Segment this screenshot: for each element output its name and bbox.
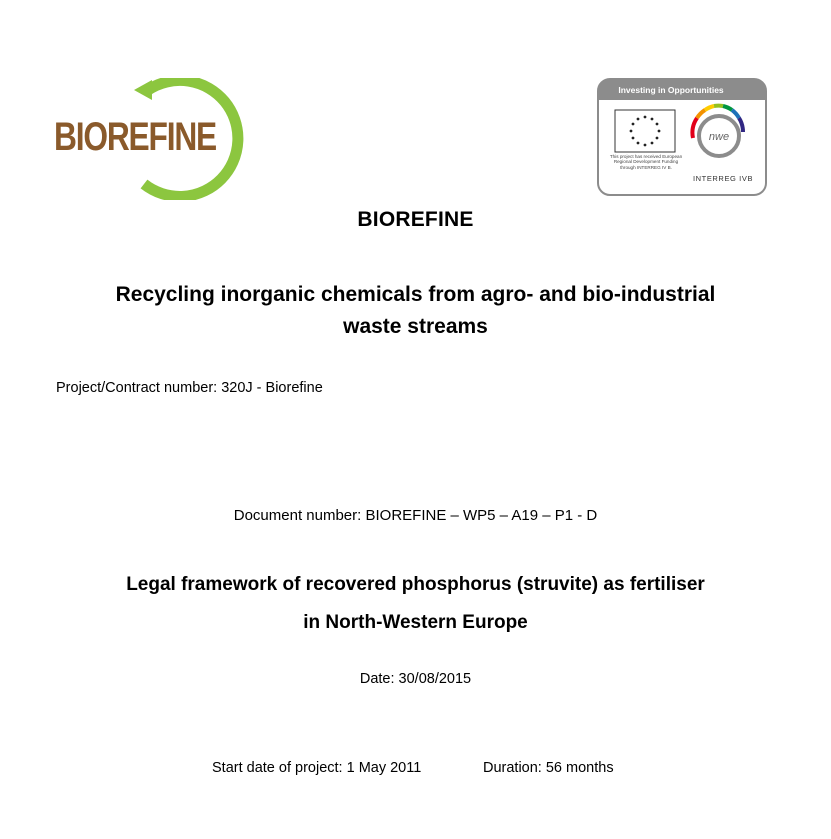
nwe-label: nwe [708, 131, 730, 143]
document-title [0, 566, 831, 642]
document-title-line1: Legal framework of recovered phosphorus (struvite) as fertiliser [126, 574, 705, 595]
badge-header: Investing in Opportunities [618, 85, 724, 95]
document-number: Document number: BIOREFINE – WP5 – A19 – P1 - D [233, 507, 598, 524]
interreg-badge [597, 78, 767, 196]
project-start-date: Start date of project: 1 May 2011 [212, 760, 422, 776]
project-subtitle-line2: waste streams [343, 315, 488, 338]
interreg-program: INTERREG IVB [692, 174, 754, 183]
project-title: BIOREFINE [357, 208, 474, 231]
document-date: Date: 30/08/2015 [359, 671, 472, 687]
biorefine-logo [52, 78, 252, 200]
document-title-line2: in North-Western Europe [303, 612, 528, 633]
eu-flag-icon [615, 110, 675, 152]
contract-number: Project/Contract number: 320J - Biorefine [56, 380, 323, 396]
recycle-arrow-icon [52, 78, 252, 200]
project-duration: Duration: 56 months [483, 760, 614, 776]
logo-text: BIOREFINE [54, 115, 217, 159]
project-subtitle-line1: Recycling inorganic chemicals from agro- and bio-industrial [115, 283, 716, 306]
eu-funding-note: This project has received European Regional Development Funding through INTERREG IV B. [609, 154, 683, 170]
project-subtitle [0, 279, 831, 343]
